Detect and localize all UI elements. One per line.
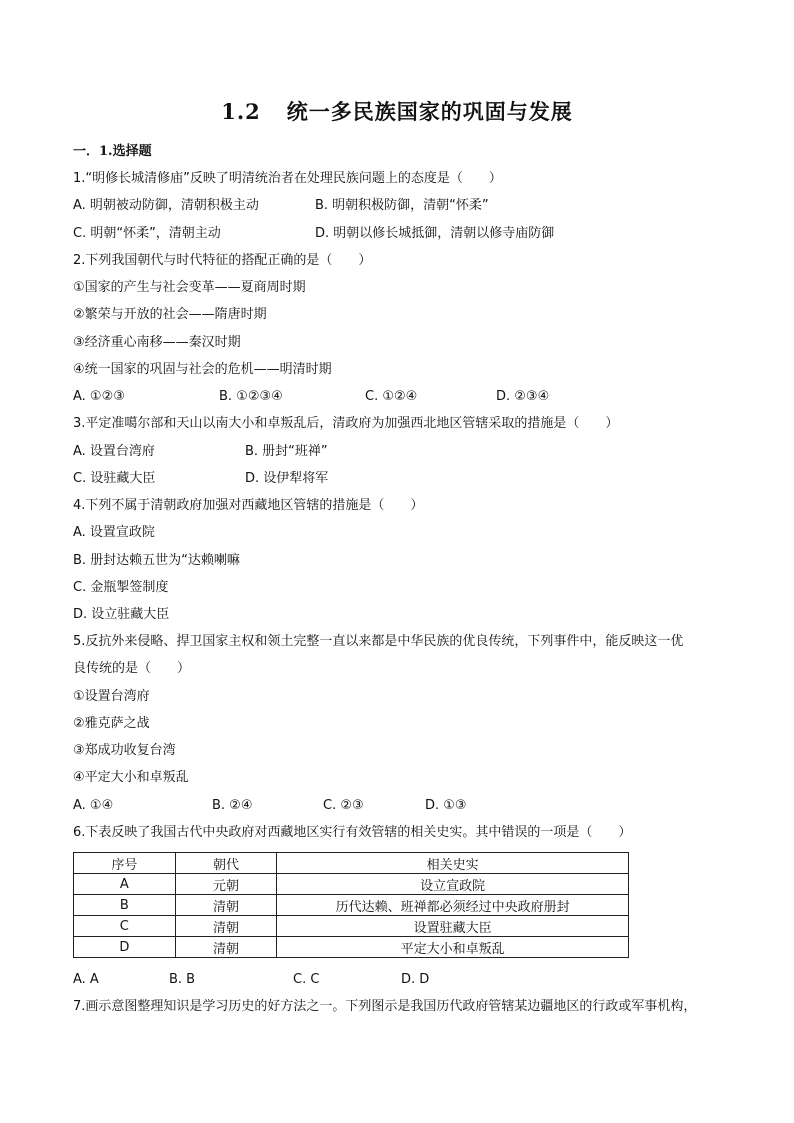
q2-item-2: ②繁荣与开放的社会——隋唐时期 xyxy=(73,307,267,322)
q4-option-a: A. 设置宣政院 xyxy=(73,525,155,540)
section-heading: 一．1.选择题 xyxy=(73,144,152,159)
q2-option-d: D. ②③④ xyxy=(496,389,550,404)
q2-option-c: C. ①②④ xyxy=(365,389,418,404)
table-header-row xyxy=(74,853,629,874)
table-cell-index: D xyxy=(74,937,176,958)
q2-item-4: ④统一国家的巩固与社会的危机——明清时期 xyxy=(73,362,332,377)
table-cell-fact: 设置驻藏大臣 xyxy=(277,916,629,937)
table-cell-dynasty: 清朝 xyxy=(175,916,277,937)
page-title xyxy=(0,96,794,126)
table-cell-dynasty: 清朝 xyxy=(175,895,277,916)
table-row xyxy=(74,916,629,937)
q1-option-c: C. 明朝“怀柔”，清朝主动 xyxy=(73,226,221,241)
title-number: 1.2 xyxy=(221,99,261,124)
q5-option-b: B. ②④ xyxy=(212,798,253,813)
q5-stem-line2: 良传统的是（ ） xyxy=(73,661,191,676)
q3-stem: 3.平定准噶尔部和天山以南大小和卓叛乱后，清政府为加强西北地区管辖采取的措施是（ ） xyxy=(73,416,619,431)
table-cell-index: A xyxy=(74,874,176,895)
table-cell-fact: 历代达赖、班禅都必须经过中央政府册封 xyxy=(277,895,629,916)
q6-option-c: C. C xyxy=(293,972,320,987)
q5-option-c: C. ②③ xyxy=(323,798,364,813)
q1-stem: 1.“明修长城清修庙”反映了明清统治者在处理民族问题上的态度是（ ） xyxy=(73,171,502,186)
q5-item-1: ①设置台湾府 xyxy=(73,689,150,704)
table-cell-index: B xyxy=(74,895,176,916)
table-cell-fact: 设立宣政院 xyxy=(277,874,629,895)
q2-stem: 2.下列我国朝代与时代特征的搭配正确的是（ ） xyxy=(73,253,372,268)
table-row xyxy=(74,874,629,895)
table-header-dynasty: 朝代 xyxy=(175,853,277,874)
q4-option-c: C. 金瓶掣签制度 xyxy=(73,580,169,595)
q5-option-a: A. ①④ xyxy=(73,798,114,813)
q7-stem: 7.画示意图整理知识是学习历史的好方法之一。下列图示是我国历代政府管辖某边疆地区的行政或军事机构， xyxy=(73,999,697,1014)
title-text: 统一多民族国家的巩固与发展 xyxy=(286,99,573,124)
q4-option-d: D. 设立驻藏大臣 xyxy=(73,607,170,622)
q6-stem: 6.下表反映了我国古代中央政府对西藏地区实行有效管辖的相关史实。其中错误的一项是（ ） xyxy=(73,825,632,840)
q1-option-d: D. 明朝以修长城抵御，清朝以修寺庙防御 xyxy=(315,226,555,241)
table-cell-dynasty: 清朝 xyxy=(175,937,277,958)
q3-option-a: A. 设置台湾府 xyxy=(73,444,155,459)
q6-option-b: B. B xyxy=(169,972,196,987)
q4-option-b: B. 册封达赖五世为“达赖喇嘛 xyxy=(73,553,240,568)
q2-option-b: B. ①②③④ xyxy=(219,389,283,404)
q3-option-d: D. 设伊犁将军 xyxy=(245,471,329,486)
q2-option-a: A. ①②③ xyxy=(73,389,125,404)
q6-option-a: A. A xyxy=(73,972,99,987)
table-cell-dynasty: 元朝 xyxy=(175,874,277,895)
table-header-index: 序号 xyxy=(74,853,176,874)
table-cell-fact: 平定大小和卓叛乱 xyxy=(277,937,629,958)
q2-item-1: ①国家的产生与社会变革——夏商周时期 xyxy=(73,280,306,295)
table-row xyxy=(74,937,629,958)
q4-stem: 4.下列不属于清朝政府加强对西藏地区管辖的措施是（ ） xyxy=(73,498,424,513)
table-header-fact: 相关史实 xyxy=(277,853,629,874)
q5-stem-line1: 5.反抗外来侵略、捍卫国家主权和领土完整一直以来都是中华民族的优良传统，下列事件中，能反映这一优 xyxy=(73,634,684,649)
q3-option-c: C. 设驻藏大臣 xyxy=(73,471,156,486)
q2-item-3: ③经济重心南移——秦汉时期 xyxy=(73,335,241,350)
q5-item-4: ④平定大小和卓叛乱 xyxy=(73,770,189,785)
q5-item-2: ②雅克萨之战 xyxy=(73,716,150,731)
q5-option-d: D. ①③ xyxy=(425,798,467,813)
table-row xyxy=(74,895,629,916)
q1-option-a: A. 明朝被动防御，清朝积极主动 xyxy=(73,198,259,213)
q1-option-b: B. 明朝积极防御，清朝“怀柔” xyxy=(315,198,489,213)
table-cell-index: C xyxy=(74,916,176,937)
q6-table xyxy=(73,852,629,958)
q5-item-3: ③郑成功收复台湾 xyxy=(73,743,176,758)
q3-option-b: B. 册封“班禅” xyxy=(245,444,328,459)
q6-option-d: D. D xyxy=(401,972,430,987)
